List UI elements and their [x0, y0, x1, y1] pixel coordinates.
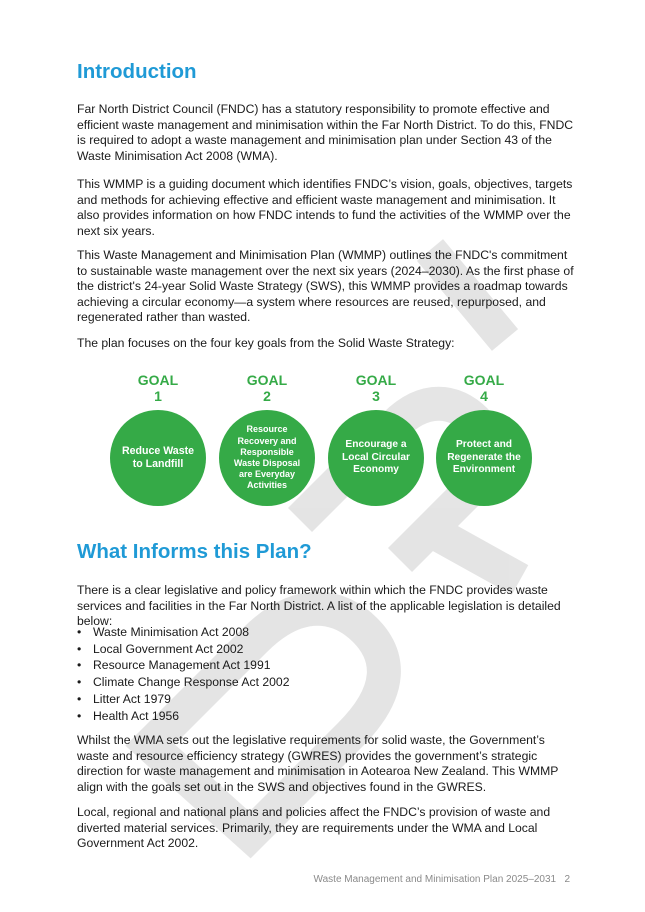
page-footer: [314, 874, 570, 885]
goal-4-label: [434, 372, 534, 404]
gwres-paragraph: Whilst the WMA sets out the legislative requirements for solid waste, the Government’s waste and resource efficiency strategy (GWRES) provides the government’s strategic direction for waste management and minimisation in Aotearoa New Zealand. This WMMP align with the goals set out in the SWS and objectives found in the GWRES.: [77, 733, 559, 794]
goal-2-number: 2: [263, 388, 271, 404]
intro-paragraph-1: Far North District Council (FNDC) has a statutory responsibility to promote effective and efficient waste management and minimisation within the Far North District. To do this, FNDC is required to adopt a waste management and minimisation plan under Section 43 of the Waste Minimisation Act 2008 (WMA).: [77, 102, 574, 163]
local-plans-paragraph: Local, regional and national plans and policies affect the FNDC’s provision of waste and diverted material services. Primarily, they are requirements under the WMA and Local Government Act 2002.: [77, 805, 551, 851]
intro-paragraph-2: This WMMP is a guiding document which identifies FNDC’s vision, goals, objectives, targets and methods for achieving effective and efficient waste management and minimisation. It also provides information on how FNDC intends to fund the activities of the WMMP over the next six years.: [77, 177, 573, 238]
bullet-icon: •: [77, 691, 82, 706]
list-item: [77, 657, 289, 674]
goal-4-circle: [436, 410, 532, 506]
goal-2-text: Resource Recovery and Responsible Waste Disposal are Everyday Activities: [233, 424, 301, 491]
intro-paragraph-3: This Waste Management and Minimisation Plan (WMMP) outlines the FNDC's commitment to sustainable waste management over the next six years (2024–2030). As the first phase of the district's 24-year Solid Waste Strategy (SWS), this WMMP provides a roadmap towards achieving a circular economy—a system where resources are reused, repurposed, and regenerated rather than wasted.: [77, 248, 574, 325]
goal-4-word: GOAL: [463, 372, 505, 388]
list-item-text: Litter Act 1979: [93, 691, 171, 706]
bullet-icon: •: [77, 625, 82, 639]
goal-3-number: 3: [372, 388, 380, 404]
goal-4-number: 4: [480, 388, 488, 404]
goal-1-label: [108, 372, 208, 404]
bullet-icon: •: [77, 675, 82, 690]
page-number: 2: [564, 874, 570, 885]
goal-1-text: Reduce Waste to Landfill: [121, 445, 195, 470]
list-item-text: Resource Management Act 1991: [93, 658, 271, 673]
legislation-intro: There is a clear legislative and policy framework within which the FNDC provides waste services and facilities in the Far North District. A list of the applicable legislation is detailed below:: [77, 583, 561, 629]
goal-3-text: Encourage a Local Circular Economy: [342, 439, 410, 476]
legislation-list: [77, 624, 289, 724]
bullet-icon: •: [77, 708, 82, 723]
list-item-text: Health Act 1956: [93, 708, 180, 723]
goal-3-label: [326, 372, 426, 404]
goal-3-word: GOAL: [355, 372, 397, 388]
goal-1-circle: [110, 410, 206, 506]
goal-3-circle: [328, 410, 424, 506]
goal-4-text: Protect and Regenerate the Environment: [447, 439, 521, 476]
footer-title: Waste Management and Minimisation Plan 2025–2031: [313, 874, 557, 885]
goal-2-word: GOAL: [246, 372, 288, 388]
bullet-icon: •: [77, 641, 82, 656]
list-item-text: Local Government Act 2002: [93, 641, 244, 656]
introduction-heading: Introduction: [77, 60, 197, 83]
bullet-icon: •: [77, 658, 82, 673]
goal-1-number: 1: [154, 388, 162, 404]
list-item: [77, 674, 289, 691]
list-item: [77, 624, 289, 641]
list-item-text: Waste Minimisation Act 2008: [93, 625, 250, 639]
list-item: [77, 708, 289, 725]
list-item-text: Climate Change Response Act 2002: [93, 675, 290, 690]
list-item: [77, 691, 289, 708]
goal-1-word: GOAL: [137, 372, 179, 388]
goal-2-label: [217, 372, 317, 404]
goal-2: [217, 372, 317, 506]
what-informs-heading: What Informs this Plan?: [77, 540, 312, 563]
goal-2-circle: [219, 410, 315, 506]
list-item: [77, 641, 289, 658]
goals-diagram: [100, 372, 540, 512]
goal-4: [434, 372, 534, 506]
intro-paragraph-4: The plan focuses on the four key goals from the Solid Waste Strategy:: [77, 336, 455, 350]
goal-1: [108, 372, 208, 506]
goal-3: [326, 372, 426, 506]
